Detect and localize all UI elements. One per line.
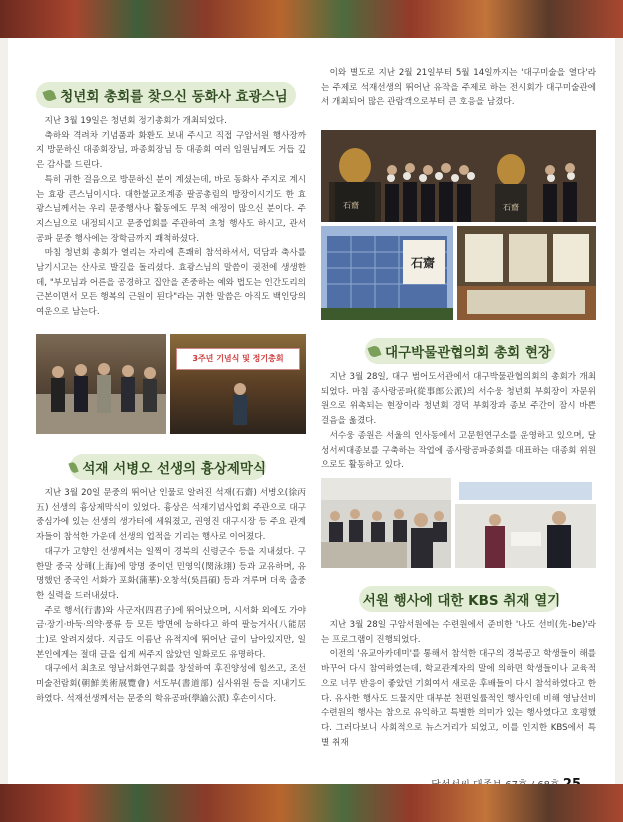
section-heading-youth-assembly (36, 82, 296, 108)
photo-bust-ceremony (321, 130, 596, 222)
paragraph: 지난 3월 28일 구암서원에는 수련원에서 준비한 '나도 선비(先-be)'라는 프로그램이 진행되었다. (321, 620, 596, 645)
stone-inscription-a: 石齋 (343, 201, 359, 210)
building-sign-text: 石齋 (411, 256, 436, 270)
photo-monk-visit-figures (36, 334, 166, 434)
leaf-icon (367, 344, 381, 358)
section-heading-museum-council (365, 338, 555, 364)
section-body-kbs-coverage (321, 618, 596, 750)
paragraph: 특히 귀한 걸음으로 방문하신 분이 계셨는데, 바로 동화사 주지로 계시는 효광 큰스님이시다. 대한불교조계종 팔공총림의 방장이시기도 한 효광스님께서는 우리 문중행사나 활동에도 무척 애정이 많으신 분이다. 주지스님으로 내정되시고 문중업회를 주관하여 초청 행사도 하시고, 관서공파 문중 행사에는 장학금까지 쾌척하셨다. (36, 174, 306, 244)
top-decorative-band (0, 0, 623, 38)
leaf-icon (356, 594, 360, 604)
stone-inscription-b: 石齋 (503, 203, 519, 212)
photo-council-appointment (455, 478, 596, 568)
photo-council-appointment-scene (455, 478, 596, 568)
photo-exhibition-display-scene (457, 226, 596, 320)
paragraph: 마침 청년회 총회가 열리는 자리에 흔쾌히 참석하셔서, 덕담과 축사를 남기시고는 산사로 발길을 돌리셨다. 효광스님의 말씀이 귓전에 생생한데, "부모님과 어른을 공경하고 집안을 존중하는 예와 법도는 인간도리의 근본이면서 모든 행복의 근원이 된다"라는 귀한 말씀은 아직도 백인당의 여운으로 남는다. (36, 248, 306, 318)
section-body-exhibition (321, 66, 596, 110)
photo-council-audience-scene (321, 478, 451, 568)
paragraph: 지난 3월 20일 문중의 뛰어난 인물로 알려진 석재(石齋) 서병오(徐丙五) 선생의 흉상제막식이 있었다. 흉상은 석재기념사업회 주관으로 대구 중심가에 있는 선생의 생가터에 세워졌고, 권영진 대구시장 등 주요 관계자들이 참석한 가운데 선생의 업적을 기리는 행사로 이어졌다. (36, 488, 306, 543)
section-title: 석재 서병오 선생의 흉상제막식 (82, 461, 266, 477)
paragraph: 대구가 고향인 선생께서는 일찍이 경북의 신령군수 등을 지내셨다. 구한말 중국 상해(上海)에 망명 중이던 민영익(閔泳翊) 등과 교유하며, 유명했던 중국인 서화가 포화(蒲華)·오창석(吳昌碩) 등과 겨루며 더욱 출중한 실력을 드러내셨다. (36, 546, 306, 601)
section-heading-bust-unveiling (70, 454, 266, 480)
photo-assembly-figures (170, 334, 306, 434)
banner-text: 3주년 기념식 및 정기총회 (192, 354, 284, 363)
section-body-bust-unveiling (36, 486, 306, 707)
photo-bust-ceremony-scene (321, 130, 596, 222)
paragraph: 이와 별도로 지난 2월 21일부터 5월 14일까지는 '대구미술을 열다'라는 주제로 석재선생의 뛰어난 유작을 주제로 하는 전시회가 대구미술관에서 개최되어 많은 관람객으로부터 큰 호응을 남겼다. (321, 68, 596, 108)
page (8, 38, 615, 784)
paragraph: 지난 3월 19일은 청년회 정기총회가 개최되었다. (44, 116, 227, 126)
photo-council-audience (321, 478, 451, 568)
leaf-icon (68, 461, 79, 474)
bottom-decorative-band (0, 784, 623, 822)
section-body-museum-council (321, 370, 596, 473)
photo-exhibition-display (457, 226, 596, 320)
paragraph: 이전의 '유교아카데미'를 통해서 참석한 대구의 경북공고 학생들이 해를 바꾸어 다시 참여하였는데, 학교관계자의 말에 의하면 학생들이나 교육적으로 너무 반응이 좋았던 기회여서 새로운 후배들이 다시 참석하였다고 한다. 유사한 행사도 드물지만 대부분 천편일률적인 행사인데 비해 영남선비수련원의 행사는 참으로 유익하고 특별한 의미가 있는 행사였다고 호평했다. 그러다보니 사회적으로 뉴스거리가 되었고, 이를 인지한 KBS에서 특별 취재 (321, 649, 596, 748)
paragraph: 주로 행서(行書)와 사군자(四君子)에 뛰어났으며, 시서화 외에도 가야금·장기·바둑·의약·풍류 등 모든 방면에 능하다고 하여 팔능거사(八能居士)로 알려지셨다. 지금도 이름난 유적지에 뛰어난 글이 남아있지만, 일본인에게는 절대 글을 쉽게 써주지 않았던 일화로도 유명하다. (36, 605, 306, 660)
photo-museum-building-scene (321, 226, 453, 320)
photo-assembly-banner (170, 334, 306, 434)
photo-monk-visit (36, 334, 166, 434)
section-title: 대구박물관협의회 총회 현장 (385, 345, 551, 361)
paragraph: 축하와 격려차 기념품과 화환도 보내 주시고 직접 구암서원 행사장까지 방문하신 대종회장님, 파종회장님 등 대종회 여러 임원님께도 거듭 깊은 감사를 드린다. (36, 130, 306, 171)
paragraph: 서수웅 종원은 서울의 인사동에서 고문헌연구소를 운영하고 있으며, 달성서씨대종보를 구축하는 작업에 종사랑공파종회를 대표하는 대종회 위원으로도 활동하고 있다. (321, 430, 596, 471)
section-title: 청년회 총회를 찾으신 동화사 효광스님 (60, 89, 288, 105)
leaf-icon (43, 88, 57, 102)
paragraph: 대구에서 최초로 영남서화연구회를 창설하여 후진양성에 힘쓰고, 조선미술전람회(朝鮮美術展覽會) 서도부(書道部) 심사위원 등을 지내기도 하였다. 석재선생께서는 문중의 학유공파(學諭公派) 후손이시다. (36, 664, 306, 704)
section-heading-kbs-coverage (359, 586, 559, 612)
photo-museum-building (321, 226, 453, 320)
section-title: 서원 행사에 대한 KBS 취재 열기 (362, 593, 561, 609)
section-body-youth-assembly (36, 114, 306, 320)
paragraph: 지난 3월 28일, 대구 범어도서관에서 대구박물관협의회의 총회가 개최되었다. 마침 종사랑공파(從事郎公派)의 서수웅 청년회 부회장이 자문위원으로 위촉되는 현장이라 청년회 경덕 부회장과 종보 주간이 잠시 바쁜 걸음을 옮겼다. (321, 372, 596, 427)
